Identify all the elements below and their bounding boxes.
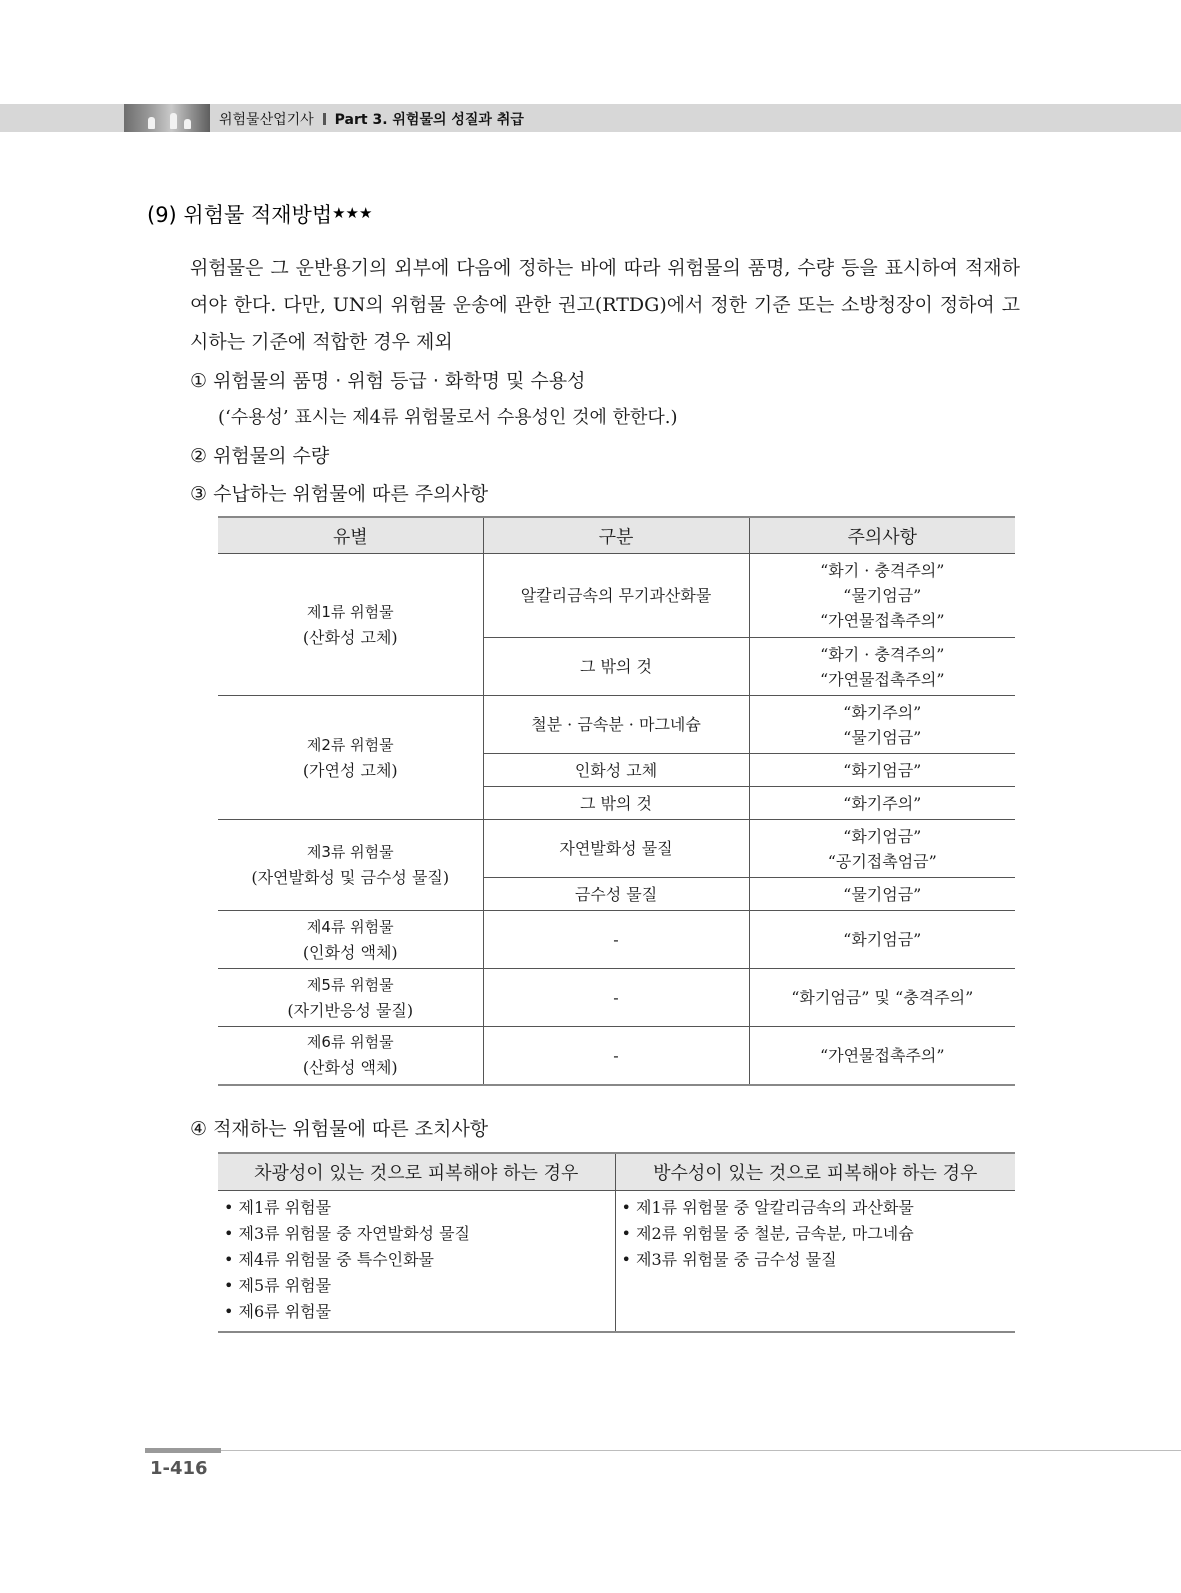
table-row bbox=[218, 820, 1015, 878]
class-cell bbox=[218, 969, 483, 1027]
category-cell: - bbox=[483, 969, 749, 1027]
caution-text: “화기주의” bbox=[843, 702, 922, 722]
caution-cell bbox=[749, 638, 1015, 696]
class-desc: (산화성 액체) bbox=[302, 1058, 398, 1078]
header-text bbox=[219, 109, 524, 129]
caution-cell bbox=[749, 696, 1015, 754]
caution-text: “가연물접촉주의” bbox=[819, 669, 945, 689]
caution-text: “가연물접촉주의” bbox=[819, 611, 945, 630]
header-photo bbox=[124, 104, 210, 132]
caution-table-header bbox=[218, 517, 1015, 554]
class-desc: (가연성 고체) bbox=[302, 760, 398, 780]
light-shielding-list bbox=[218, 1191, 615, 1333]
section-title-text: (9) 위험물 적재방법 bbox=[147, 203, 333, 227]
header-category: 구분 bbox=[483, 517, 749, 554]
class-cell bbox=[218, 696, 483, 820]
category-cell: - bbox=[483, 1027, 749, 1085]
book-title: 위험물산업기사 bbox=[219, 112, 314, 128]
covering-table-header bbox=[218, 1153, 1015, 1191]
caution-cell: “화기엄금” bbox=[749, 911, 1015, 969]
table-row bbox=[218, 554, 1015, 638]
caution-cell: “화기엄금” 및 “충격주의” bbox=[749, 969, 1015, 1027]
list-item: • 제6류 위험물 bbox=[224, 1302, 332, 1321]
category-cell: 그 밖의 것 bbox=[483, 638, 749, 696]
header-light-shielding: 차광성이 있는 것으로 피복해야 하는 경우 bbox=[218, 1153, 615, 1191]
list-item: • 제1류 위험물 중 알칼리금속의 과산화물 bbox=[621, 1198, 914, 1217]
caution-cell: “화기엄금” bbox=[749, 754, 1015, 787]
header-divider bbox=[323, 113, 326, 125]
caution-cell: “물기엄금” bbox=[749, 878, 1015, 911]
caution-cell: “화기주의” bbox=[749, 787, 1015, 820]
caution-text: “화기엄금” bbox=[843, 826, 922, 846]
table-row bbox=[218, 696, 1015, 754]
class-name: 제1류 위험물 bbox=[306, 602, 394, 621]
category-cell: 자연발화성 물질 bbox=[483, 820, 749, 878]
header-caution: 주의사항 bbox=[749, 517, 1015, 554]
table-row bbox=[218, 911, 1015, 969]
class-cell bbox=[218, 1027, 483, 1085]
table-row bbox=[218, 1191, 1015, 1333]
class-name: 제6류 위험물 bbox=[306, 1033, 394, 1052]
waterproof-list bbox=[615, 1191, 1015, 1333]
item-1: ① 위험물의 품명 · 위험 등급 · 화학명 및 수용성 bbox=[190, 370, 586, 392]
importance-stars: ★★★ bbox=[332, 204, 373, 222]
caution-cell bbox=[749, 820, 1015, 878]
list-item: • 제2류 위험물 중 철분, 금속분, 마그네슘 bbox=[621, 1224, 914, 1243]
caution-table bbox=[218, 516, 1015, 1086]
list-item: • 제5류 위험물 bbox=[224, 1276, 332, 1295]
category-cell: 인화성 고체 bbox=[483, 754, 749, 787]
class-name: 제4류 위험물 bbox=[306, 917, 394, 936]
item-4: ④ 적재하는 위험물에 따른 조치사항 bbox=[190, 1118, 489, 1140]
list-item: • 제3류 위험물 중 금수성 물질 bbox=[621, 1250, 837, 1269]
caution-cell: “가연물접촉주의” bbox=[749, 1027, 1015, 1085]
header-waterproof: 방수성이 있는 것으로 피복해야 하는 경우 bbox=[615, 1153, 1015, 1191]
covering-table bbox=[218, 1152, 1015, 1333]
list-item: • 제4류 위험물 중 특수인화물 bbox=[224, 1250, 434, 1269]
table-row bbox=[218, 1027, 1015, 1085]
class-desc: (인화성 액체) bbox=[302, 942, 398, 962]
class-name: 제5류 위험물 bbox=[306, 975, 394, 994]
footer-rule bbox=[145, 1450, 1181, 1451]
category-cell: 금수성 물질 bbox=[483, 878, 749, 911]
category-cell: 알칼리금속의 무기과산화물 bbox=[483, 554, 749, 638]
caution-text: “물기엄금” bbox=[843, 586, 922, 605]
table-row bbox=[218, 969, 1015, 1027]
flask-icon bbox=[184, 119, 191, 129]
caution-text: “화기 · 충격주의” bbox=[820, 561, 945, 580]
section-title bbox=[147, 199, 372, 229]
class-desc: (자연발화성 및 금수성 물질) bbox=[251, 868, 450, 887]
class-cell bbox=[218, 911, 483, 969]
intro-paragraph: 위험물은 그 운반용기의 외부에 다음에 정하는 바에 따라 위험물의 품명, 수량 등을 표시하여 적재하여야 한다. 다만, UN의 위험물 운송에 관한 권고(RTDG)에서 정한 기준 또는 소방청장이 정하여 고시하는 기준에 적합한 경우 제외 bbox=[190, 257, 1020, 353]
footer-accent bbox=[145, 1448, 221, 1453]
item-3: ③ 수납하는 위험물에 따른 주의사항 bbox=[190, 483, 489, 505]
list-item: • 제3류 위험물 중 자연발화성 물질 bbox=[224, 1224, 470, 1243]
page-number: 1-416 bbox=[150, 1458, 208, 1479]
caution-text: “화기 · 충격주의” bbox=[820, 644, 945, 664]
header-class: 유별 bbox=[218, 517, 483, 554]
class-desc: (자기반응성 물질) bbox=[287, 1000, 414, 1020]
category-cell: 철분 · 금속분 · 마그네슘 bbox=[483, 696, 749, 754]
class-name: 제3류 위험물 bbox=[306, 843, 394, 861]
part-title: Part 3. 위험물의 성질과 취급 bbox=[334, 112, 524, 128]
list-item: • 제1류 위험물 bbox=[224, 1198, 332, 1217]
caution-text: “공기접촉엄금” bbox=[827, 851, 937, 871]
flask-icon bbox=[170, 113, 177, 129]
running-header bbox=[0, 104, 1181, 132]
item-1-note: (‘수용성’ 표시는 제4류 위험물로서 수용성인 것에 한한다.) bbox=[218, 407, 678, 428]
class-name: 제2류 위험물 bbox=[306, 735, 394, 754]
class-cell bbox=[218, 554, 483, 696]
caution-cell bbox=[749, 554, 1015, 638]
flask-icon bbox=[148, 117, 155, 129]
class-cell bbox=[218, 820, 483, 911]
category-cell: 그 밖의 것 bbox=[483, 787, 749, 820]
class-desc: (산화성 고체) bbox=[302, 627, 398, 647]
category-cell: - bbox=[483, 911, 749, 969]
caution-text: “물기엄금” bbox=[843, 727, 922, 747]
item-2: ② 위험물의 수량 bbox=[190, 445, 330, 467]
